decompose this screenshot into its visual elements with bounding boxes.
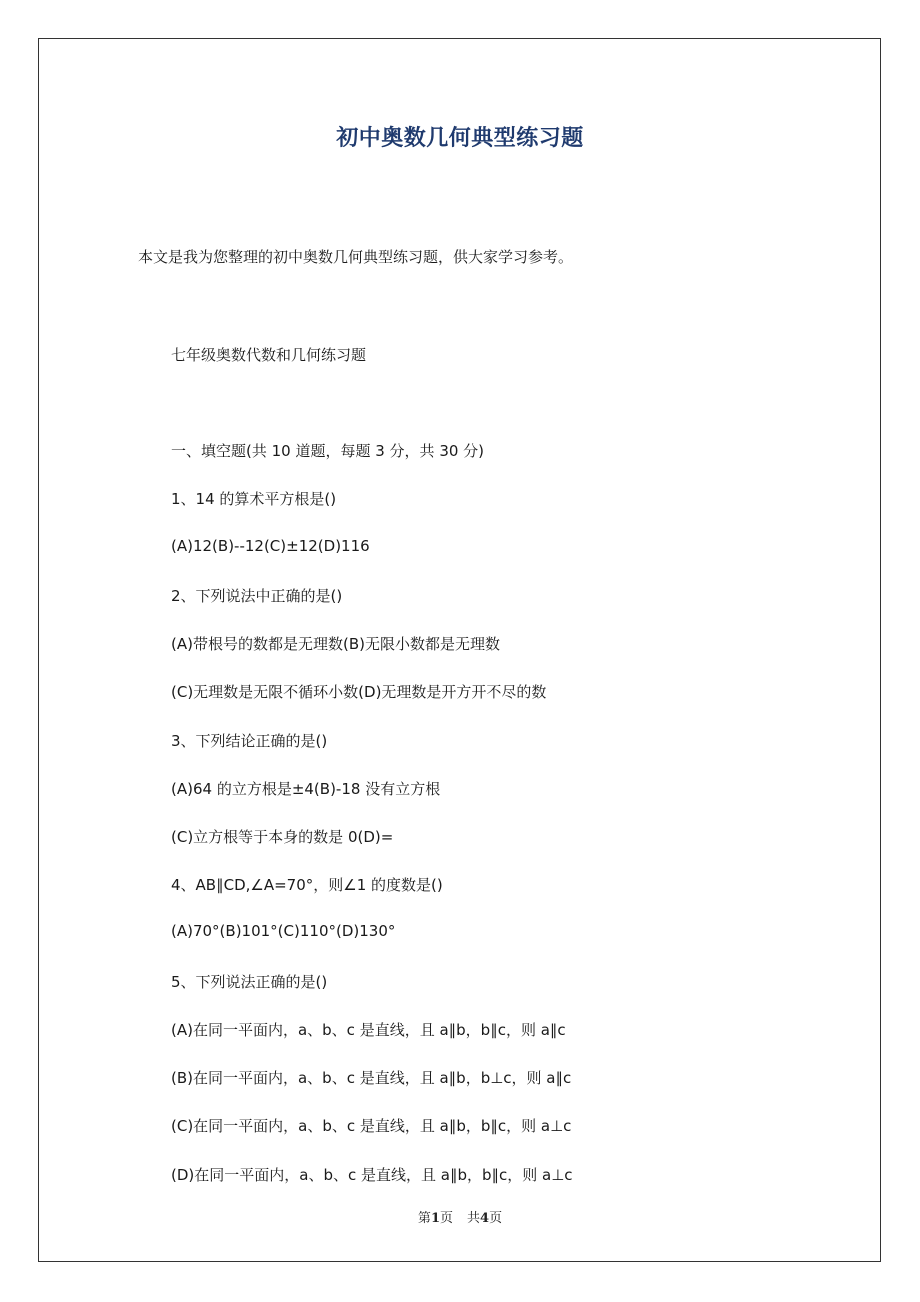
intro-paragraph: 本文是我为您整理的初中奥数几何典型练习题，供大家学习参考。 xyxy=(138,248,574,266)
question-5-option-d: (D)在同一平面内，a、b、c 是直线，且 a∥b，b∥c，则 a⊥c xyxy=(171,1166,573,1184)
footer-page-prefix: 第 xyxy=(417,1211,431,1226)
question-5-option-a: (A)在同一平面内，a、b、c 是直线，且 a∥b，b∥c，则 a∥c xyxy=(171,1021,566,1039)
page-footer xyxy=(0,1207,920,1226)
footer-total-unit: 页 xyxy=(489,1211,503,1226)
question-4: 4、AB∥CD,∠A=70°，则∠1 的度数是() xyxy=(171,876,443,894)
footer-page-unit: 页 xyxy=(439,1211,453,1226)
section-subtitle: 七年级奥数代数和几何练习题 xyxy=(171,346,367,364)
question-3: 3、下列结论正确的是() xyxy=(171,732,328,750)
question-1-options: (A)12(B)--12(C)±12(D)116 xyxy=(171,537,370,555)
question-2-options-cd: (C)无理数是无限不循环小数(D)无理数是开方开不尽的数 xyxy=(171,683,547,701)
footer-page-current: 1 xyxy=(430,1211,440,1226)
footer-total-prefix: 共 xyxy=(467,1211,481,1226)
question-2: 2、下列说法中正确的是() xyxy=(171,587,343,605)
question-4-options: (A)70°(B)101°(C)110°(D)130° xyxy=(171,922,396,940)
question-5-option-c: (C)在同一平面内，a、b、c 是直线，且 a∥b，b∥c，则 a⊥c xyxy=(171,1117,572,1135)
section-heading-fill-in: 一、填空题(共 10 道题，每题 3 分，共 30 分) xyxy=(171,442,485,460)
question-5: 5、下列说法正确的是() xyxy=(171,973,328,991)
question-3-options-cd: (C)立方根等于本身的数是 0(D)= xyxy=(171,828,394,846)
footer-page-total: 4 xyxy=(480,1211,490,1226)
question-5-option-b: (B)在同一平面内，a、b、c 是直线，且 a∥b，b⊥c，则 a∥c xyxy=(171,1069,572,1087)
question-2-options-ab: (A)带根号的数都是无理数(B)无限小数都是无理数 xyxy=(171,635,500,653)
document-title: 初中奥数几何典型练习题 xyxy=(336,126,584,151)
question-1: 1、14 的算术平方根是() xyxy=(171,490,337,508)
question-3-options-ab: (A)64 的立方根是±4(B)-18 没有立方根 xyxy=(171,780,441,798)
